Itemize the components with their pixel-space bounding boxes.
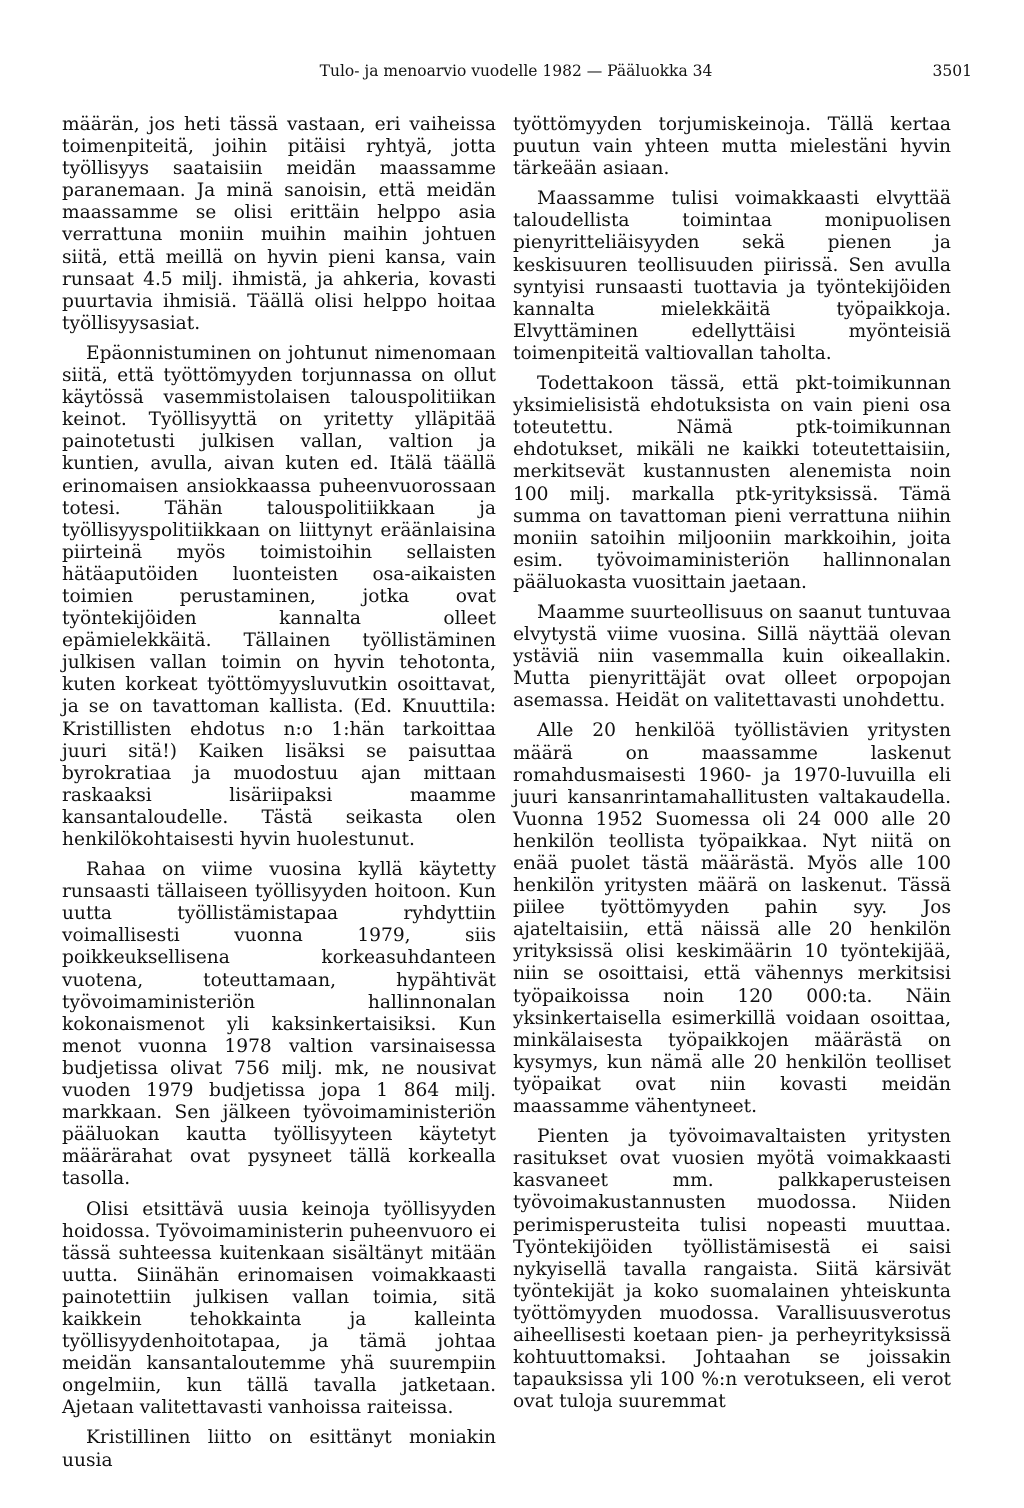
paragraph: Epäonnistuminen on johtunut nimenomaan siitä, että työttömyyden torjunnassa on ollut käytössä vasemmistolaisen talouspolitiikan keinot. Työllisyyttä on yritetty ylläpitää painotetusti julkisen vallan, valtion ja kuntien, avulla, aivan kuten ed. Itälä täällä erinomaisen ansiokkaassa puheenvuorossaan totesi. Tähän talouspolitiikkaan ja työllisyyspolitiikkaan on liittynyt eräänlaisina piirteinä myös toimistoihin sellaisten hätäaputöiden luonteisten osa-aikaisten toimien perustaminen, jotka ovat työntekijöiden kannalta olleet epämielekkäitä. Tällainen työllistäminen julkisen vallan toimin on hyvin tehotonta, kuten korkeat työttömyysluvutkin osoittavat, ja se on tavattoman kallista. (Ed. Knuuttila: Kristillisten ehdotus n:o 1:hän tarkoittaa juuri sitä!) Kaiken lisäksi se paisuttaa byrokratiaa ja muodostuu ajan mittaan raskaaksi lisäriipaksi maamme kansantaloudelle. Tästä seikasta olen henkilökohtaisesti hyvin huolestunut. [62,342,496,850]
paragraph: Pienten ja työvoimavaltaisten yritysten rasitukset ovat vuosien myötä voimakkaasti kasvaneet mm. palkkaperusteisen työvoimakustannusten muodossa. Niiden perimisperusteita tulisi nopeasti muuttaa. Työntekijöiden työllistämisestä ei saisi nykyisellä tavalla rangaista. Siitä kärsivät työntekijät ja koko suomalainen yhteiskunta työttömyyden muodossa. Varallisuusverotus aiheellisesti koetaan pien- ja perheyrityksissä kohtuuttomaksi. Johtaahan se joissakin tapauksissa yli 100 %:n verotukseen, eli verot ovat tuloja suuremmat [513,1126,951,1413]
paragraph: määrän, jos heti tässä vastaan, eri vaiheissa toimenpiteitä, joihin pitäisi ryhtyä, jotta työllisyys saataisiin meidän maassamme paranemaan. Ja minä sanoisin, että meidän maassamme se olisi erittäin helppo asia verrattuna moniin muihin maihin johtuen siitä, että meillä on hyvin pieni kansa, vain runsaat 4.5 milj. ihmistä, ja ahkeria, kovasti puurtavia ihmisiä. Täällä olisi helppo hoitaa työllisyysasiat. [62,114,496,334]
page-number: 3501 [932,62,972,80]
paragraph: Alle 20 henkilöä työllistävien yritysten määrä on maassamme laskenut romahdusmaisesti 1960- ja 1970-luvuilla eli juuri kansanrintamahallitusten valtakaudella. Vuonna 1952 Suomessa oli 24 000 alle 20 henkilön teollista työpaikkaa. Nyt niitä on enää puolet tästä määrästä. Myös alle 100 henkilön yritysten määrä on laskenut. Tässä piilee työttömyyden pahin syy. Jos ajateltaisiin, että näissä alle 20 henkilön yrityksissä olisi keskimäärin 10 työntekijää, niin se osoittaisi, että vähennys merkitsisi työpaikoissa noin 120 000:ta. Näin yksinkertaisella esimerkillä voidaan osoittaa, minkälaisesta työpaikkojen määrästä on kysymys, kun nämä alle 20 henkilön teolliset työpaikat ovat niin kovasti meidän maassamme vähentyneet. [513,720,951,1118]
paragraph: Olisi etsittävä uusia keinoja työllisyyden hoidossa. Työvoimaministerin puheenvuoro ei tässä suhteessa kuitenkaan sisältänyt mitään uutta. Siinähän erinomaisen voimakkaasti painotettiin julkisen vallan toimia, sitä kaikkein tehokkainta ja kalleinta työllisyydenhoitotapaa, ja tämä johtaa meidän kansantaloutemme yhä suurempiin ongelmiin, kun tällä tavalla jatketaan. Ajetaan valitettavasti vanhoissa raiteissa. [62,1198,496,1419]
paragraph: Kristillinen liitto on esittänyt moniakin uusia [62,1427,496,1471]
right-column [513,114,951,1421]
paragraph: Todettakoon tässä, että pkt-toimikunnan yksimielisistä ehdotuksista on vain pieni osa toteutettu. Nämä ptk-toimikunnan ehdotukset, mikäli ne kaikki toteutettaisiin, merkitsevät kustannusten alenemista noin 100 milj. markalla ptk-yrityksissä. Tämä summa on tavattoman pieni verrattuna niihin moniin satoihin miljooniin markkoihin, joita esim. työvoimaministeriön hallinnonalan pääluokasta vuosittain jaetaan. [513,373,951,593]
page-header [60,62,972,86]
paragraph: Maamme suurteollisuus on saanut tuntuvaa elvytystä viime vuosina. Sillä näyttää olevan ystäviä niin vasemmalla kuin oikeallakin. Mutta pienyrittäjät ovat olleet orpopojan asemassa. Heidät on valitettavasti unohdettu. [513,601,951,712]
paragraph: työttömyyden torjumiskeinoja. Tällä kertaa puutun vain yhteen mutta mielestäni hyvin tärkeään asiaan. [513,114,951,180]
left-column [62,114,496,1480]
running-title: Tulo- ja menoarvio vuodelle 1982 — Pääluokka 34 [319,62,713,80]
paragraph: Rahaa on viime vuosina kyllä käytetty runsaasti tällaiseen työllisyyden hoitoon. Kun uutta työllistämistapaa ryhdyttiin voimallisesti vuonna 1979, siis poikkeuksellisena korkeasuhdanteen vuotena, toteuttamaan, hypähtivät työvoimaministeriön hallinnonalan kokonaismenot yli kaksinkertaisiksi. Kun menot vuonna 1978 valtion varsinaisessa budjetissa olivat 756 milj. mk, ne nousivat vuoden 1979 budjetissa jopa 1 864 milj. markkaan. Sen jälkeen työvoimaministeriön pääluokan kautta työllisyyteen käytetyt määrärahat ovat pysyneet tällä korkealla tasolla. [62,859,496,1190]
paragraph: Maassamme tulisi voimakkaasti elvyttää taloudellista toimintaa monipuolisen pienyritteliäisyyden sekä pienen ja keskisuuren teollisuuden piirissä. Sen avulla syntyisi runsaasti tuottavia ja työntekijöiden kannalta mielekkäitä työpaikkoja. Elvyttäminen edellyttäisi myönteisiä toimenpiteitä valtiovallan taholta. [513,188,951,364]
